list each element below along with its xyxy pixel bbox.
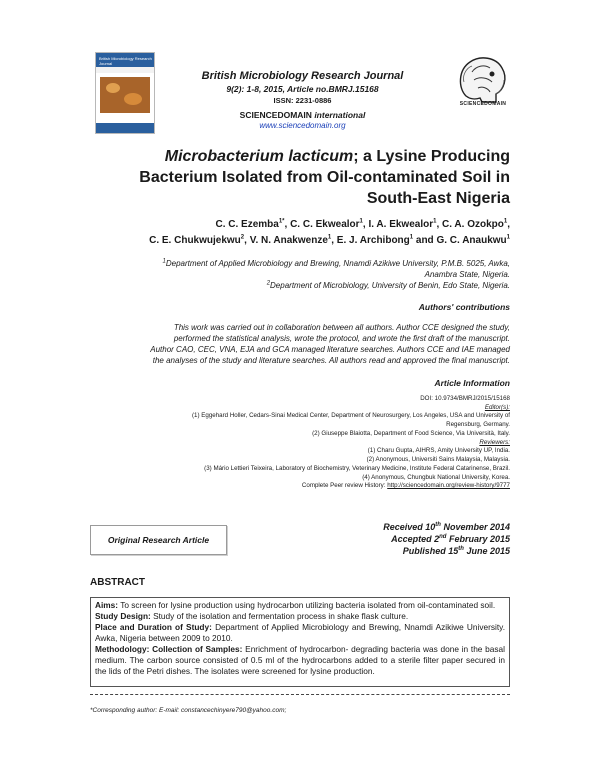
author-affiliation-mark: 1 <box>506 234 510 241</box>
contributions-line: Author CAO, CEC, VNA, EJA and GCA managed literature searches. Authors CCE and IAE managed <box>150 345 510 354</box>
abstract-box <box>90 597 510 687</box>
author-affiliation-mark: 1 <box>327 234 332 241</box>
reviewers-label: Reviewers: <box>479 439 510 446</box>
author-name: V. N. Anakwenze <box>249 235 328 246</box>
author-affiliation-mark: 1* <box>278 218 285 225</box>
corresponding-author-footnote: *Corresponding author: E-mail: constancechinyere790@yahoo.com; <box>90 707 287 714</box>
article-type-box <box>90 525 227 555</box>
abstract-study-design: Study Design: Study of the isolation and fermentation process in shake flask culture. <box>95 611 409 621</box>
article-title <box>90 146 510 209</box>
affiliation-1 <box>60 258 510 280</box>
volume-line: 9(2): 1-8, 2015, Article no.BMRJ.15168 <box>226 84 379 94</box>
journal-title: British Microbiology Research Journal <box>201 70 404 82</box>
contributions-line: This work was carried out in collaboration between all authors. Author CCE designed the study, <box>173 323 510 332</box>
author-name: I. A. Ekwealor <box>368 219 434 230</box>
author-name: C. E. Chukwujekwu <box>149 235 241 246</box>
editor-1-line2: Regensburg, Germany. <box>446 421 510 428</box>
publisher-line <box>170 110 435 120</box>
title-rest: ; a Lysine Producing Bacterium Isolated from Oil-contaminated Soil in South-East Nigeria <box>139 148 510 207</box>
affiliation-1-line2: Anambra State, Nigeria. <box>424 270 510 279</box>
editor-1-line1: (1) Eggehard Holler, Cedars-Sinai Medical Center, Department of Neurosurgery, Los Angeles, USA and University of <box>191 412 510 419</box>
contributions-line: the analyses of the study and literature searches. All authors read and approved the final manuscript. <box>152 356 510 365</box>
affiliation-1-line1: Department of Applied Microbiology and Brewing, Nnamdi Azikiwe University, P.M.B. 5025, Awka, <box>165 259 510 268</box>
author-affiliation-mark: 2 <box>240 234 245 241</box>
peer-review-history <box>90 482 510 491</box>
author-name: G. C. Anaukwu <box>436 235 507 246</box>
peer-review-link[interactable]: http://sciencedomain.org/review-history/9777 <box>387 482 510 489</box>
author-affiliation-mark: 1 <box>503 218 508 225</box>
reviewer-3: (3) Mário Lettieri Teixeira, Laboratory of Biochemistry, Veterinary Medicine, Institute Federal Catarinense, Brazil. <box>204 465 510 472</box>
author-affiliation-mark: 1 <box>409 234 414 241</box>
author-name: C. C. Ekwealor <box>290 219 360 230</box>
publisher-name: SCIENCEDOMAIN <box>239 110 312 120</box>
author-name: E. J. Archibong <box>336 235 410 246</box>
contributions-text <box>90 322 510 366</box>
publisher-suffix: international <box>314 110 366 120</box>
cover-title: British Microbiology Research Journal <box>99 56 152 66</box>
contributions-line: performed the statistical analysis, wrote the protocol, and wrote the first draft of the manuscript. <box>173 334 510 343</box>
reviewer-1: (1) Charu Gupta, AIHRS, Amity University UP, India. <box>367 447 510 454</box>
abstract-heading: ABSTRACT <box>90 577 145 588</box>
received-date: Received 10th November 2014 <box>383 522 510 532</box>
journal-cover-thumbnail <box>95 52 155 134</box>
affiliation-1-number: 1 <box>162 258 166 265</box>
contributions-heading: Authors' contributions <box>418 302 510 312</box>
published-date: Published 15th June 2015 <box>402 546 510 556</box>
reviewer-4: (4) Anonymous, Chungbuk National University, Korea. <box>362 474 510 481</box>
author-list: C. C. Ezemba$^{1*}$, C. C. Ekwealor$^1$, I. A. Ekwealor$^1$, C. A. Ozokpo$^1$, C. E. Chukwujekwu$^2$, V. N. Anakwenze$^1$, E. J. Archibong$^1$ and G. C. Anaukwu$^1$ <box>149 218 510 246</box>
publisher-website-link[interactable]: www.sciencedomain.org <box>259 121 346 130</box>
author-name: C. C. Ezemba <box>215 219 279 230</box>
editor-2: (2) Giuseppe Blaiotta, Department of Food Science, Via Università, Italy. <box>312 430 510 437</box>
author-name: C. A. Ozokpo <box>442 219 504 230</box>
accepted-date: Accepted 2nd February 2015 <box>391 534 510 544</box>
editors-label: Editor(s): <box>484 404 510 411</box>
publication-dates <box>310 521 510 557</box>
article-type: Original Research Article <box>107 535 210 545</box>
affiliation-2-line1: Department of Microbiology, University of Benin, Edo State, Nigeria. <box>270 281 510 290</box>
reviewer-2: (2) Anonymous, Universiti Sains Malaysia, Malaysia. <box>366 456 510 463</box>
affiliation-2-number: 2 <box>266 280 271 287</box>
logo-label: SCIENCEDOMAIN <box>459 101 507 107</box>
author-affiliation-mark: 1 <box>359 218 363 225</box>
affiliation-2 <box>60 280 510 291</box>
abstract-place-duration: Place and Duration of Study: Department of Applied Microbiology and Brewing, Nnamdi Azikiwe University. Awka, Nigeria between 2009 to 2010. <box>95 622 505 643</box>
footnote-divider <box>90 694 510 695</box>
issn: ISSN: 2231-0886 <box>273 96 332 105</box>
abstract-methodology: Methodology: Collection of Samples: Enrichment of hydrocarbon- degrading bacteria was done in the basal medium. The carbon source consisted of 0.5 ml of the hydrocarbons added to a sterile filter paper secured in the lids of the Petri dishes. The isolates were screened for lysine production. <box>95 644 505 676</box>
abstract-aims: Aims: To screen for lysine production using hydrocarbon utilizing bacteria isolated from oil-contaminated soil. <box>95 600 496 610</box>
doi: DOI: 10.9734/BMRJ/2015/15168 <box>420 395 510 402</box>
author-affiliation-mark: 1 <box>433 218 437 225</box>
title-organism-name: Microbacterium lacticum <box>164 148 354 165</box>
article-info-heading: Article Information <box>434 378 510 388</box>
peer-review-label: Complete Peer review History: <box>301 482 386 489</box>
